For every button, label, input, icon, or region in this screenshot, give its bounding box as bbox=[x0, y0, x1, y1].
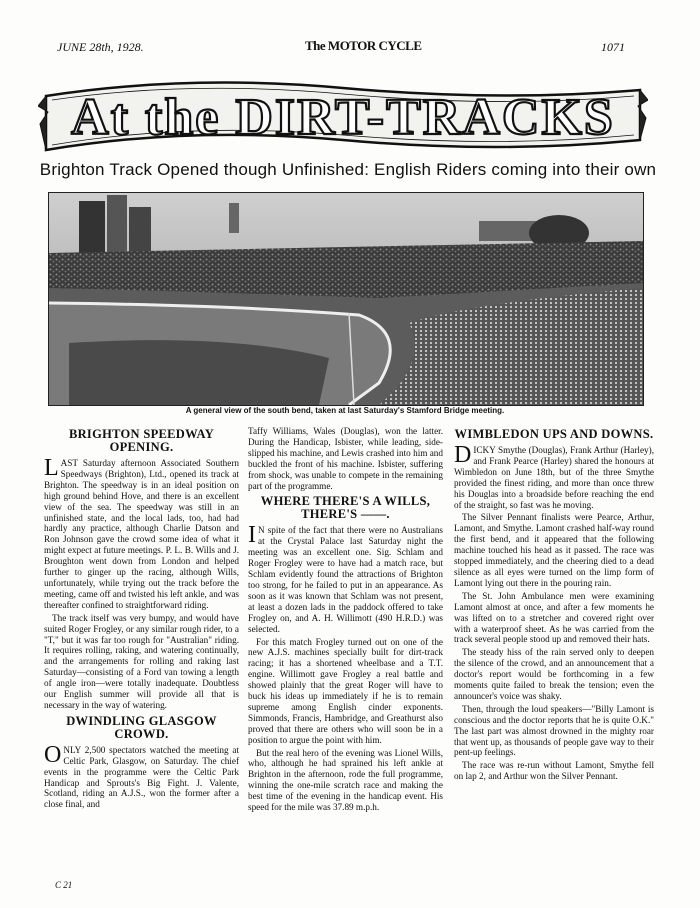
article-column-3 bbox=[454, 426, 654, 782]
stadium-photo-image bbox=[49, 193, 643, 405]
headline-wimbledon: WIMBLEDON UPS AND DOWNS. bbox=[454, 427, 654, 441]
stadium-photo bbox=[48, 192, 644, 406]
banner-title: At the DIRT-TRACKS bbox=[71, 89, 615, 146]
masthead-logo: The MOTOR CYCLE bbox=[305, 38, 422, 53]
subtitle: Brighton Track Opened though Unfinished: English Riders coming into their own bbox=[39, 160, 657, 179]
title-banner bbox=[38, 66, 648, 164]
headline-glasgow: DWINDLING GLASGOW CROWD. bbox=[66, 713, 217, 741]
paragraph: Taffy Williams, Wales (Douglas), won the latter. During the Handicap, Isbister, while leading, side-slipped his machine, and Lewis crashed into him and buckled the front of his machine. Isbister, suffering from shock, was unable to compete in the remaining part of the programme. bbox=[248, 426, 443, 491]
footer-code: C 21 bbox=[55, 880, 73, 890]
headline-brighton: BRIGHTON SPEEDWAY OPENING. bbox=[68, 427, 215, 454]
paragraph: For this match Frogley turned out on one of the new A.J.S. machines specially built for dirt-track racing; it has a shortened wheelbase and a T.T. engine. Willimott gave Frogley a real battle and showed plainly that the great Roger will have to buck his ideas up immediately if he is to remain supreme among English cinder exponents. Simmonds, Francis, Hambridge, and Greathurst also proved that there are others who will soon be in a position to argue the point with him. bbox=[248, 636, 443, 745]
paragraph: IN spite of the fact that there were no Australians at the Crystal Palace last Saturday night the meeting was an excellent one. Sig. Schlam and Roger Frogley were to have had a match race, but Schlam evidently found the attractions of Brighton too strong, for he failed to put in an appearance. As soon as it was known that Schlam was not present, at least a dozen lads in the paddock offered to take Frogley on, and A. H. Willimott (490 H.R.D.) was selected. bbox=[248, 522, 443, 634]
headline-wills: WHERE THERE'S A WILLS, THERE'S ——. bbox=[260, 494, 431, 522]
paragraph: But the real hero of the evening was Lionel Wills, who, although he had sprained his left ankle at Brighton in the afternoon, rode the full programme, winning the one-mile scratch race and making the best time of the evening in the handicap event. His speed for the mile was 37.89 m.p.h. bbox=[248, 747, 443, 813]
article-column-1 bbox=[44, 426, 239, 810]
paragraph: LAST Saturday afternoon Associated Southern Speedways (Brighton), Ltd., opened its track at Brighton. The speedway is in an ideal position on high ground behind Hove, and there is an excellent view of the sea. The speedway was still in an unfinished state, and the local lads, too, had had hardly any practice, although Charlie Datson and Ron Johnson gave the crowd some idea of what it might expect at future meetings. P. L. B. Wills and J. Broughton went down from London and helped further to ginger up the racing, although Wills, unfortunately, while trying out the track before the meeting, came off and twisted his left ankle, and was thereafter confined to straightforward riding. bbox=[44, 455, 240, 610]
paragraph: ONLY 2,500 spectators watched the meeting at Celtic Park, Glasgow, on Saturday. The chief events in the programme were the Celtic Park Handicap and Sprouts's Big Fight. J. Valente, Scotland, riding an A.J.S., won the former after a close final, and bbox=[44, 741, 239, 810]
issue-date: JUNE 28th, 1928. bbox=[57, 40, 144, 54]
paragraph: DICKY Smythe (Douglas), Frank Arthur (Harley), and Frank Pearce (Harley) shared the honours at Wimbledon on June 18th, but of the three Smythe provided the finest riding, and more than once threw his Douglas into a broadside before reaching the end of the straight, so fast was he moving. bbox=[454, 442, 654, 510]
paragraph: The Silver Pennant finalists were Pearce, Arthur, Lamont, and Smythe. Lamont crashed half-way round the first bend, and it appeared that the following machine touched his head as it passed. The race was stopped immediately, and the cheering died to a dead silence as all eyes were turned on the limp form of Lamont lying out there in the pouring rain. bbox=[454, 512, 654, 588]
paragraph: The track itself was very bumpy, and would have suited Roger Frogley, or any similar rough rider, to a "T," but it was far too rough for "Australian" riding. It requires rolling, raking, and watering continually, and the arrangements for rolling and raking last Saturday—consisting of a Ford van towing a length of angle iron—were totally inadequate. Doubtless our English summer will provide all that is necessary in the way of watering. bbox=[44, 612, 239, 710]
page-number: 1071 bbox=[601, 40, 625, 54]
paragraph: Then, through the loud speakers—"Billy Lamont is conscious and the doctor reports that he is quite O.K." The last part was almost drowned in the mighty roar that went up, as thousands of people gave way to their pent-up feelings. bbox=[454, 703, 654, 758]
article-column-2 bbox=[248, 426, 443, 813]
banner-art bbox=[38, 66, 648, 164]
photo-caption: A general view of the south bend, taken at last Saturday's Stamford Bridge meeting. bbox=[185, 406, 505, 415]
paragraph: The St. John Ambulance men were examining Lamont almost at once, and after a few moments he was lifted on to a stretcher and covered right over with a waterproof sheet. As he was carried from the track several people stood up and removed their hats. bbox=[454, 590, 654, 645]
running-header bbox=[55, 40, 645, 60]
paragraph: The race was re-run without Lamont, Smythe fell on lap 2, and Arthur won the Silver Pennant. bbox=[454, 760, 654, 782]
paragraph: The steady hiss of the rain served only to deepen the silence of the crowd, and an announcement that a doctor's report would be forthcoming in a few moments quite failed to break the tension; even the announcer's voice was shaky. bbox=[454, 647, 654, 701]
